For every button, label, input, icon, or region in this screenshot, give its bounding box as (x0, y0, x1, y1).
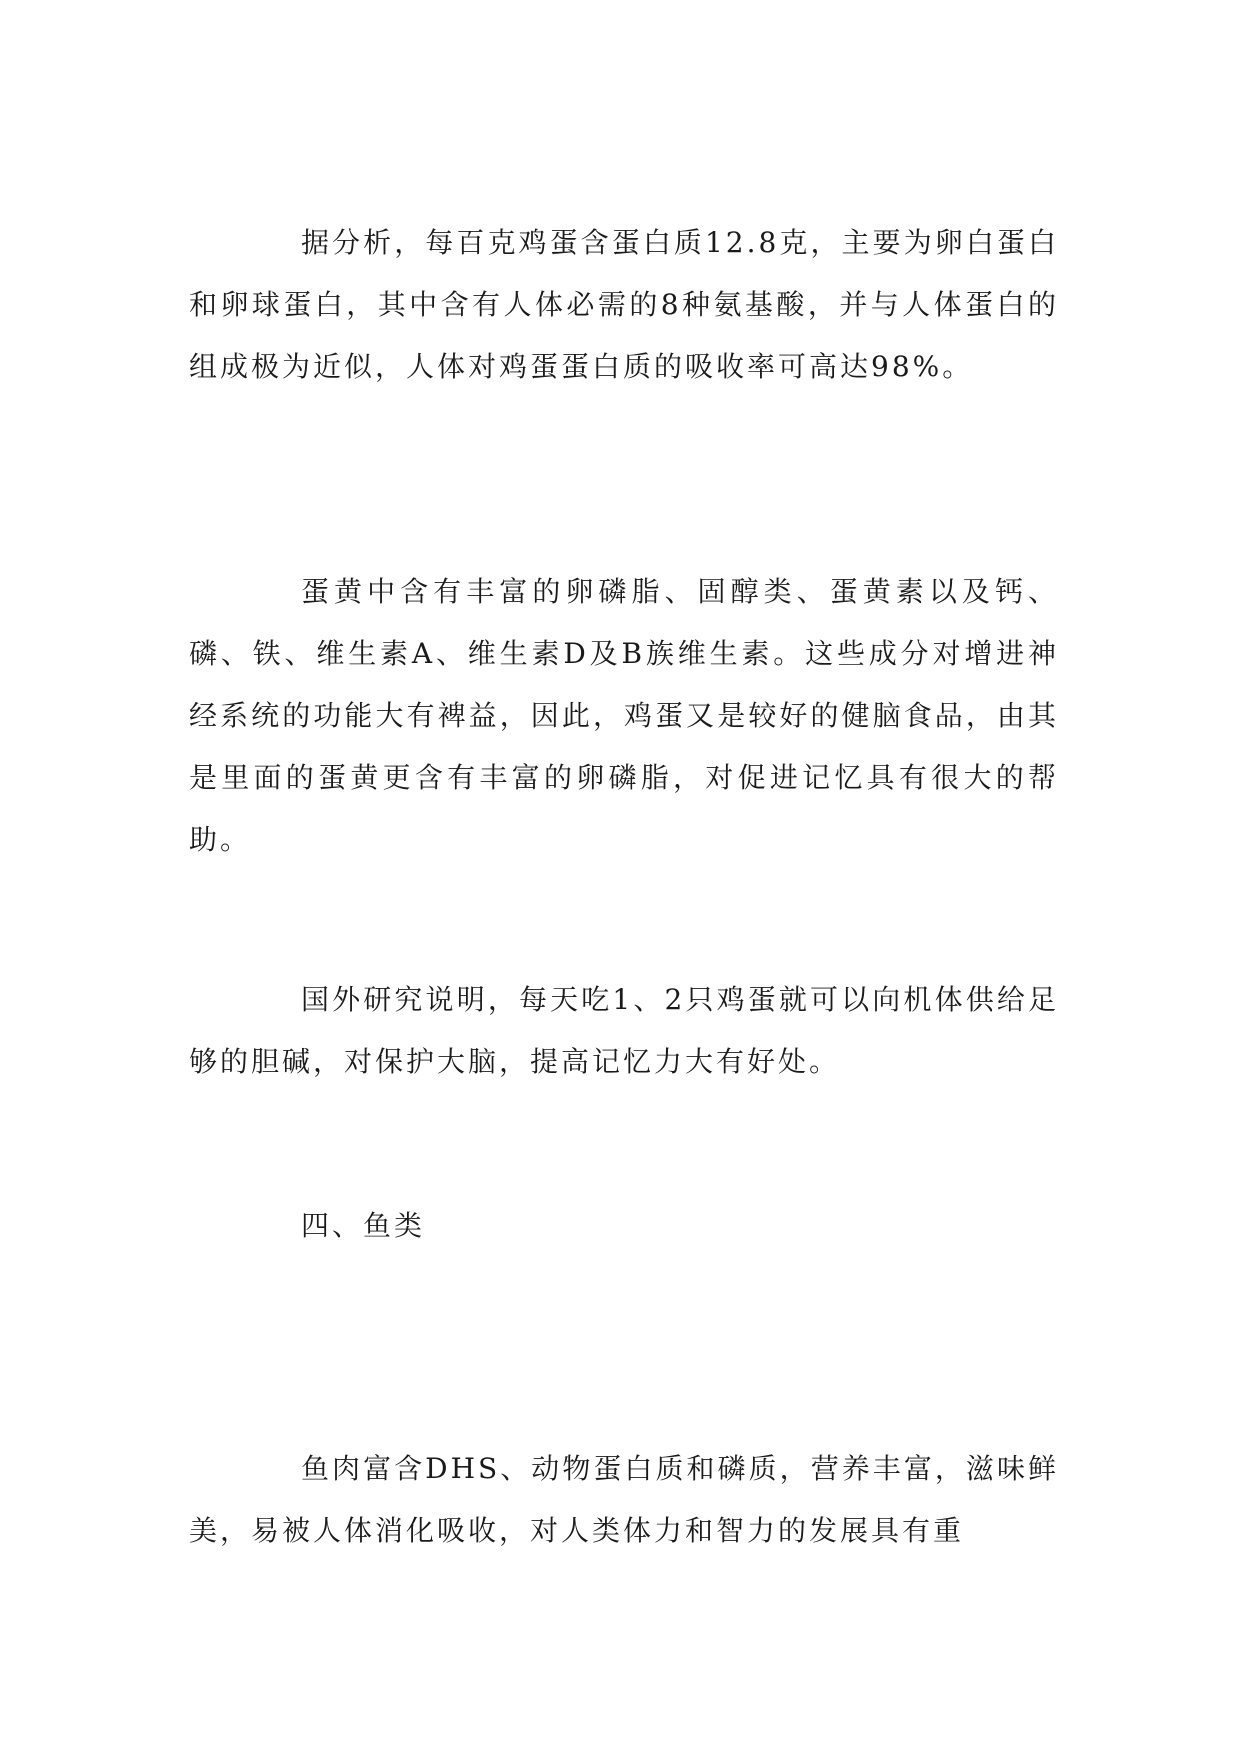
paragraph-egg-yolk: 蛋黄中含有丰富的卵磷脂、固醇类、蛋黄素以及钙、磷、铁、维生素A、维生素D及B族维生素。这些成分对增进神经系统的功能大有裨益，因此，鸡蛋又是较好的健脑食品，由其是里面的蛋黄更含有丰富的卵磷脂，对促进记忆具有很大的帮助。 (189, 575, 1059, 856)
section-heading-fish: 四、鱼类 (301, 1209, 426, 1242)
paragraph-fish-nutrition: 鱼肉富含DHS、动物蛋白质和磷质，营养丰富，滋味鲜美，易被人体消化吸收，对人类体力和智力的发展具有重 (189, 1452, 1059, 1547)
paragraph-choline-research: 国外研究说明，每天吃1、2只鸡蛋就可以向机体供给足够的胆碱，对保护大脑，提高记忆力大有好处。 (189, 983, 1059, 1078)
paragraph-egg-protein: 据分析，每百克鸡蛋含蛋白质12.8克，主要为卵白蛋白和卵球蛋白，其中含有人体必需的8种氨基酸，并与人体蛋白的组成极为近似，人体对鸡蛋蛋白质的吸收率可高达98%。 (189, 226, 1059, 383)
